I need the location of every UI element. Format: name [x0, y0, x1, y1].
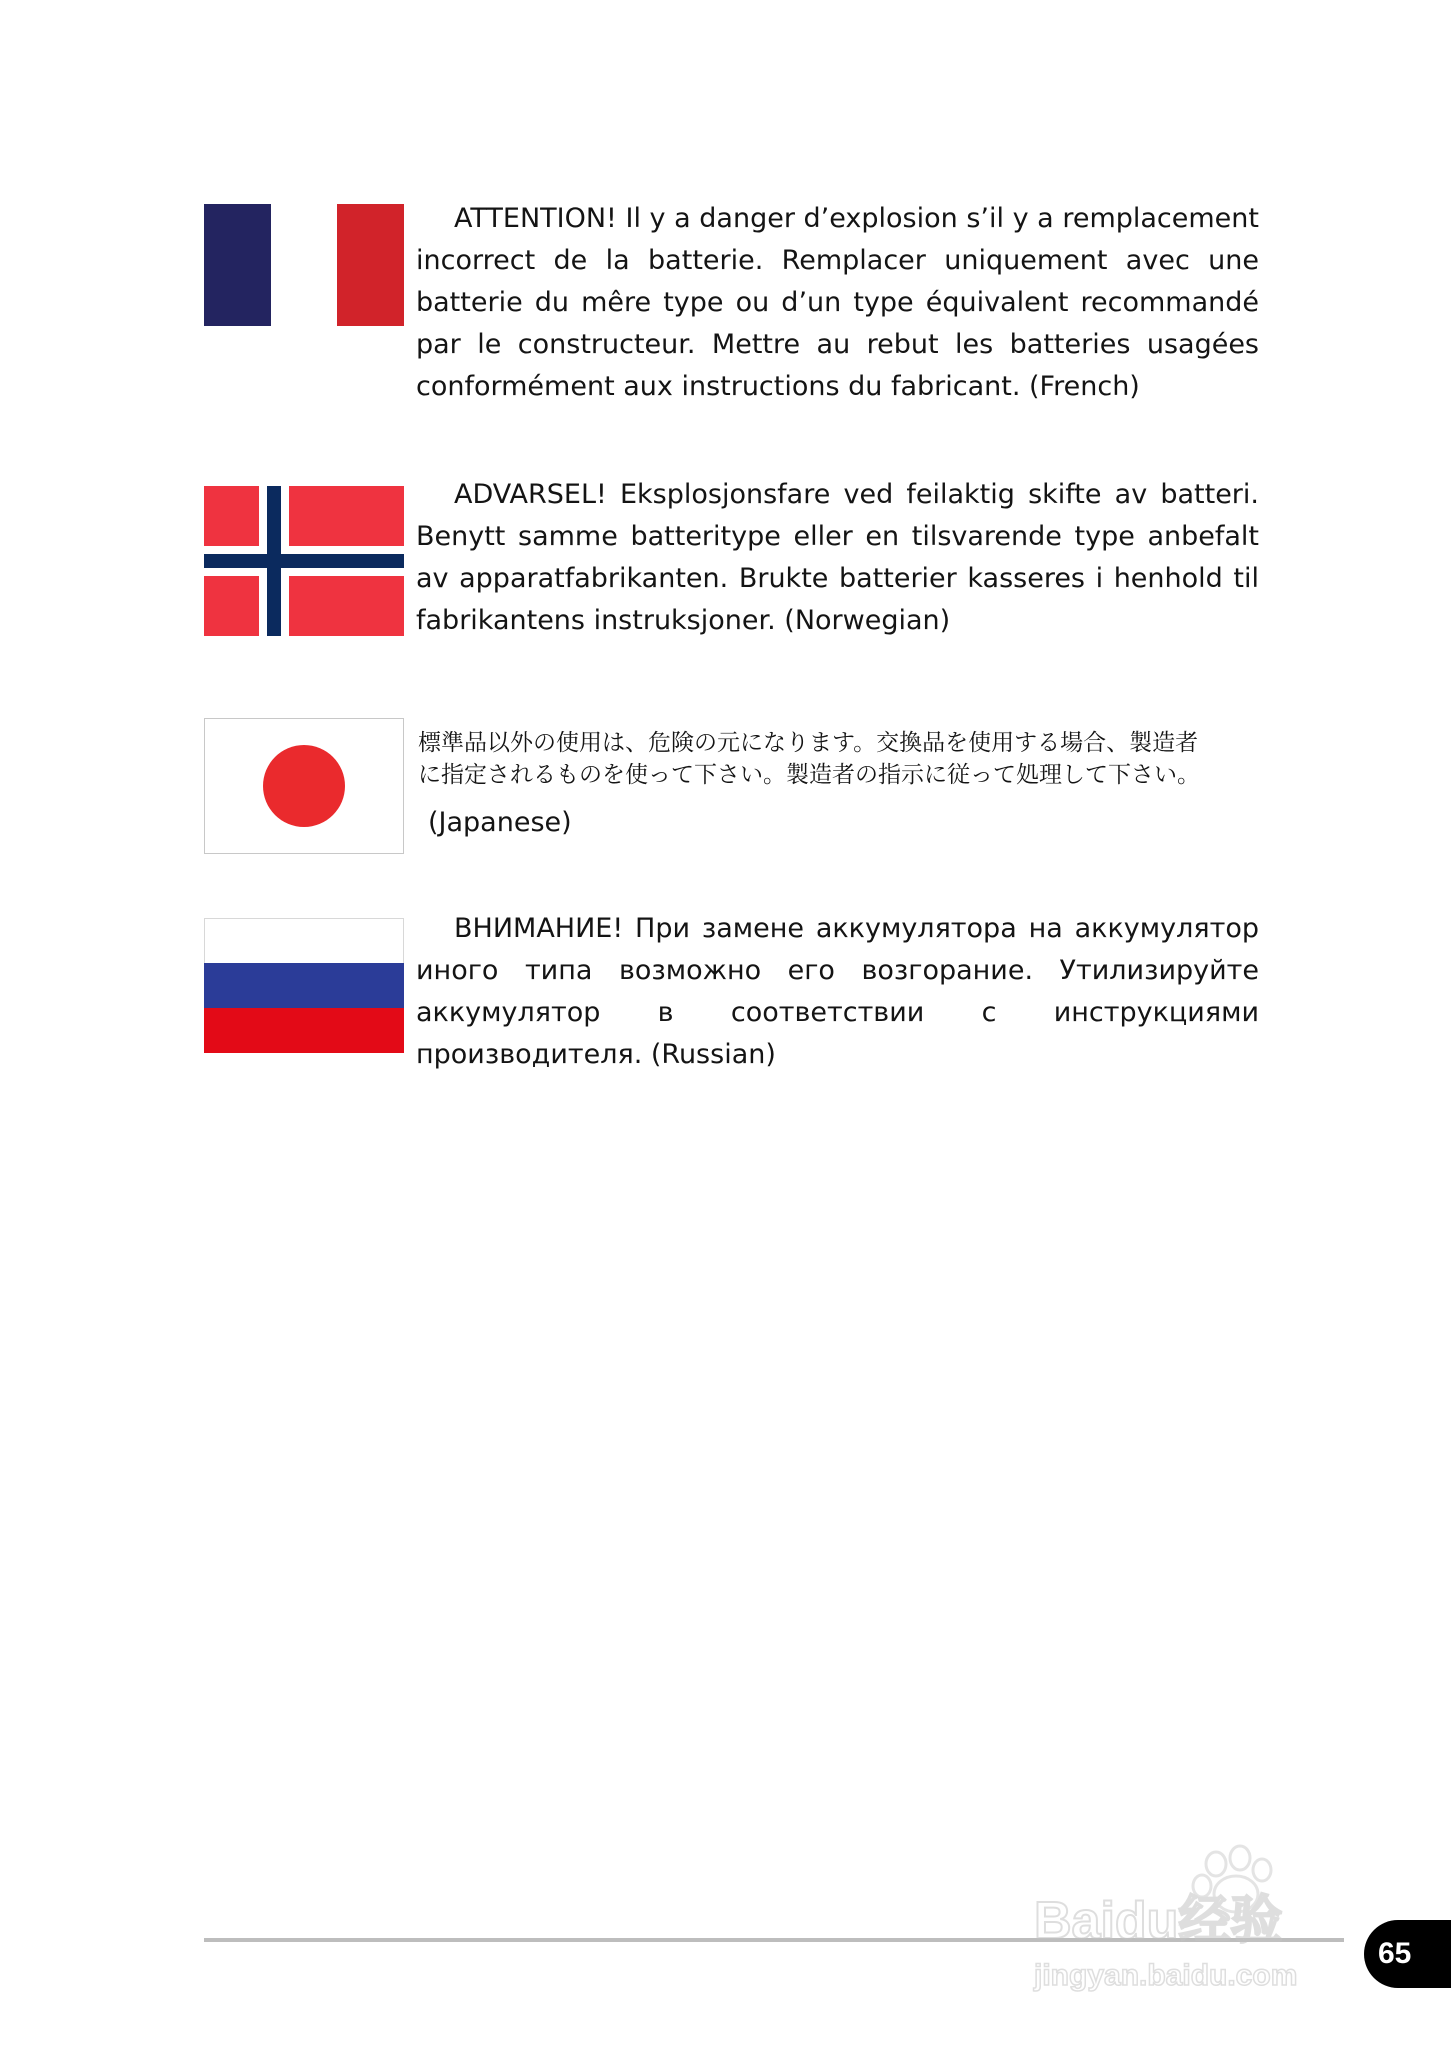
japanese-line-2: に指定されるものを使って下さい。製造者の指示に従って処理して下さい。	[418, 762, 1200, 788]
watermark-url: jingyan.baidu.com	[1034, 1959, 1298, 1992]
russia-flag	[204, 918, 404, 1053]
norway-flag	[204, 486, 404, 636]
baidu-watermark	[1028, 1840, 1368, 2000]
norwegian-warning-text: ADVARSEL! Eksplosjonsfare ved feilaktig skifte av batteri. Benytt samme batteritype eller en tilsvarende type anbefalt av apparatfabrikanten. Brukte batterier kasseres i henhold til fabrikantens instruksjoner. (Norwegian)	[416, 479, 1259, 636]
french-warning-text: ATTENTION! Il y a danger d’explosion s’il y a remplacement incorrect de la batterie. Remplacer uniquement avec une batterie du mêre type ou d’un type équivalent recommandé par le constructeur. Mettre au rebut les batteries usagées conformément aux instructions du fabricant. (French)	[416, 203, 1259, 402]
page-number-tab	[1364, 1920, 1451, 1988]
japan-flag	[204, 718, 404, 854]
japanese-warning-text	[418, 727, 1268, 791]
japanese-line-1: 標準品以外の使用は、危険の元になります。交換品を使用する場合、製造者	[418, 730, 1199, 756]
watermark-brand: Baidu经验	[1034, 1892, 1283, 1950]
page-number: 65	[1378, 1937, 1412, 1970]
japanese-language-label: (Japanese)	[428, 807, 572, 838]
france-flag	[204, 204, 404, 326]
russian-warning-text: ВНИМАНИЕ! При замене аккумулятора на аккумулятор иного типа возможно его возгорание. Утилизируйте аккумулятор в соответствии с инструкциями производителя. (Russian)	[416, 913, 1259, 1070]
